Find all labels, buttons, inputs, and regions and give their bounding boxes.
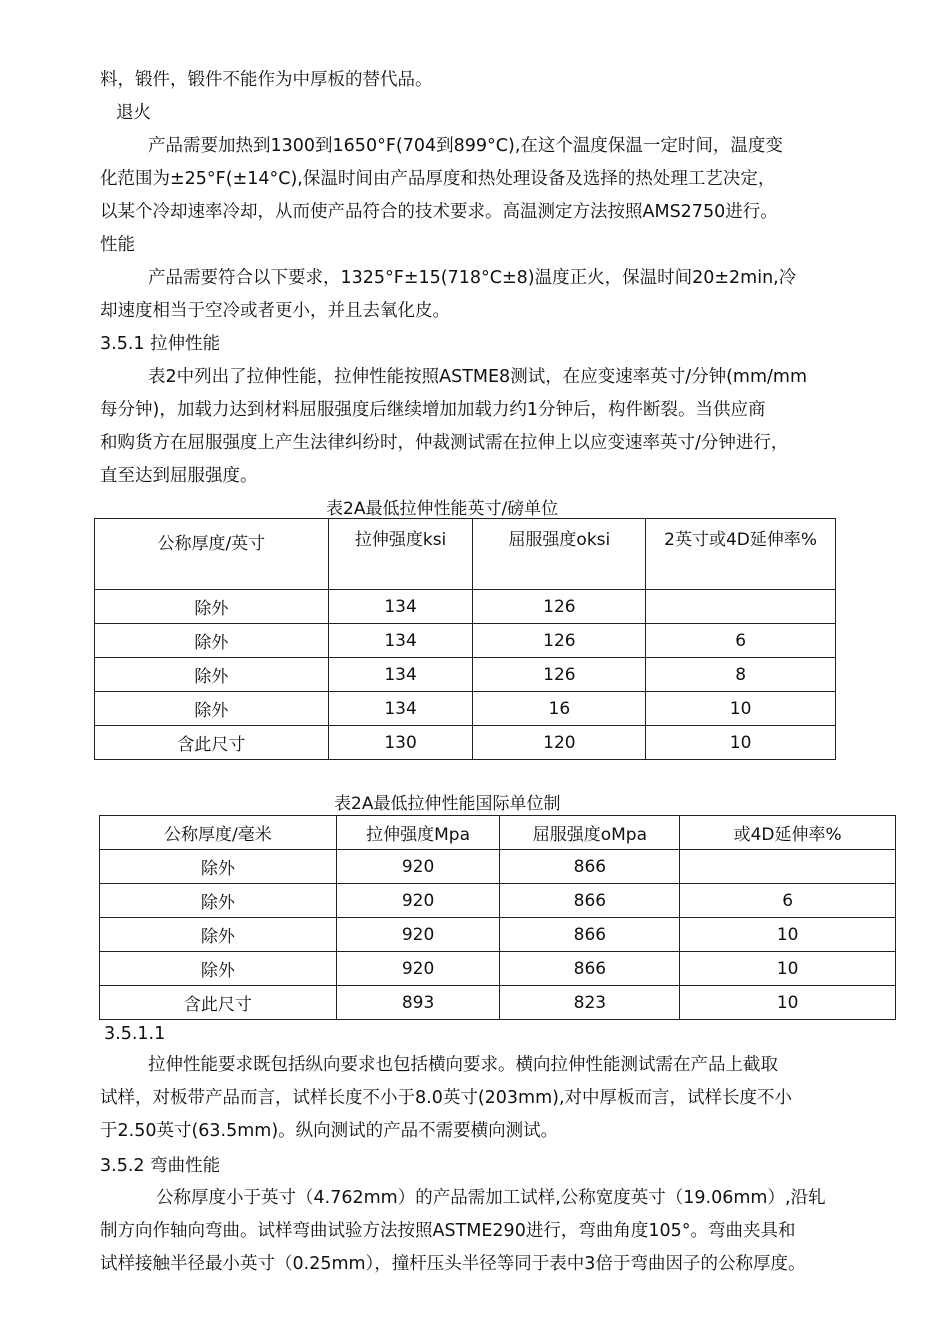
section-heading-3-5-1-1: 3.5.1.1 (104, 1024, 166, 1044)
text-line: 产品需要符合以下要求，1325°F±15(718°C±8)温度正火，保温时间20±2min,冷 (148, 268, 797, 288)
table-cell: 除外 (100, 850, 337, 884)
table-cell: 920 (336, 884, 500, 918)
table-cell: 126 (473, 590, 646, 624)
text-line: 产品需要加热到1300到1650°F(704到899°C),在这个温度保温一定时间，温度变 (148, 136, 783, 156)
text-line: 化范围为±25°F(±14°C),保温时间由产品厚度和热处理设备及选择的热处理工艺决定， (100, 169, 776, 189)
table-cell: 130 (328, 726, 473, 760)
table-cell: 8 (646, 658, 836, 692)
table-cell: 866 (500, 884, 680, 918)
table-cell: 134 (328, 658, 473, 692)
table1-imperial (94, 518, 836, 760)
table-cell: 134 (328, 692, 473, 726)
table2-metric (99, 815, 896, 1020)
table-cell: 126 (473, 624, 646, 658)
text-line: 料，锻件，锻件不能作为中厚板的替代品。 (100, 70, 433, 90)
table-cell: 除外 (100, 952, 337, 986)
table-cell: 除外 (95, 624, 329, 658)
table-cell: 6 (646, 624, 836, 658)
table-cell: 10 (680, 918, 896, 952)
table-cell: 16 (473, 692, 646, 726)
table-cell: 126 (473, 658, 646, 692)
table-cell: 含此尺寸 (100, 986, 337, 1020)
text-line: 却速度相当于空冷或者更小，并且去氧化皮。 (100, 301, 450, 321)
column-header: 屈服强度oMpa (500, 816, 680, 850)
table-row (100, 850, 896, 884)
table-cell: 866 (500, 918, 680, 952)
table-row (95, 658, 836, 692)
table-cell: 120 (473, 726, 646, 760)
table-row (100, 986, 896, 1020)
text-line: 以某个冷却速率冷却，从而使产品符合的技术要求。高温测定方法按照AMS2750进行。 (100, 202, 778, 222)
table2-caption: 表2A最低拉伸性能国际单位制 (334, 794, 561, 814)
section-heading-tensile: 3.5.1 拉伸性能 (100, 334, 221, 354)
text-line: 制方向作轴向弯曲。试样弯曲试验方法按照ASTME290进行，弯曲角度105°。弯曲夹具和 (100, 1221, 796, 1241)
column-header: 公称厚度/毫米 (100, 816, 337, 850)
section-heading-annealing: 退火 (116, 103, 151, 123)
table-cell: 920 (336, 850, 500, 884)
column-header: 公称厚度/英寸 (95, 519, 329, 590)
section-heading-bending: 3.5.2 弯曲性能 (100, 1156, 221, 1176)
table-row (100, 952, 896, 986)
section-heading-properties: 性能 (100, 235, 135, 255)
table-cell: 920 (336, 952, 500, 986)
table-cell: 6 (680, 884, 896, 918)
table-cell: 除外 (100, 918, 337, 952)
table-cell: 893 (336, 986, 500, 1020)
text-line: 和购货方在屈服强度上产生法律纠纷时，仲裁测试需在拉伸上以应变速率英寸/分钟进行， (100, 433, 789, 453)
text-line: 拉伸性能要求既包括纵向要求也包括横向要求。横向拉伸性能测试需在产品上截取 (148, 1055, 778, 1075)
table-row (95, 726, 836, 760)
table-cell: 10 (680, 952, 896, 986)
column-header: 2英寸或4D延伸率% (646, 519, 836, 590)
column-header: 拉伸强度ksi (328, 519, 473, 590)
table-cell: 866 (500, 850, 680, 884)
table-cell: 920 (336, 918, 500, 952)
table-cell: 10 (680, 986, 896, 1020)
table-cell: 10 (646, 692, 836, 726)
text-line: 试样接触半径最小英寸（0.25mm），撞杆压头半径等同于表中3倍于弯曲因子的公称厚度。 (100, 1254, 806, 1274)
table-row (95, 624, 836, 658)
table-cell (646, 590, 836, 624)
column-header: 拉伸强度Mpa (336, 816, 500, 850)
table-cell: 134 (328, 590, 473, 624)
table-cell (680, 850, 896, 884)
table-cell: 10 (646, 726, 836, 760)
column-header: 或4D延伸率% (680, 816, 896, 850)
table-cell: 866 (500, 952, 680, 986)
text-line: 于2.50英寸(63.5mm)。纵向测试的产品不需要横向测试。 (100, 1121, 559, 1141)
text-line: 公称厚度小于英寸（4.762mm）的产品需加工试样,公称宽度英寸（19.06mm）,沿轧 (156, 1188, 826, 1208)
text-line: 直至达到屈服强度。 (100, 466, 258, 486)
table-cell: 除外 (95, 590, 329, 624)
table-cell: 含此尺寸 (95, 726, 329, 760)
table-cell: 除外 (100, 884, 337, 918)
table-header-row (100, 816, 896, 850)
text-line: 试样，对板带产品而言，试样长度不小于8.0英寸(203mm),对中厚板而言，试样长度不小 (100, 1088, 793, 1108)
column-header: 屈服强度oksi (473, 519, 646, 590)
table1-caption: 表2A最低拉伸性能英寸/磅单位 (326, 499, 559, 519)
table-cell: 134 (328, 624, 473, 658)
table-header-row (95, 519, 836, 590)
table-row (100, 918, 896, 952)
table-row (95, 692, 836, 726)
table-row (100, 884, 896, 918)
table-cell: 823 (500, 986, 680, 1020)
text-line: 每分钟)，加载力达到材料屈服强度后继续增加加载力约1分钟后，构件断裂。当供应商 (100, 400, 766, 420)
table-cell: 除外 (95, 658, 329, 692)
table-row (95, 590, 836, 624)
table-cell: 除外 (95, 692, 329, 726)
text-line: 表2中列出了拉伸性能，拉伸性能按照ASTME8测试，在应变速率英寸/分钟(mm/mm (148, 367, 807, 387)
